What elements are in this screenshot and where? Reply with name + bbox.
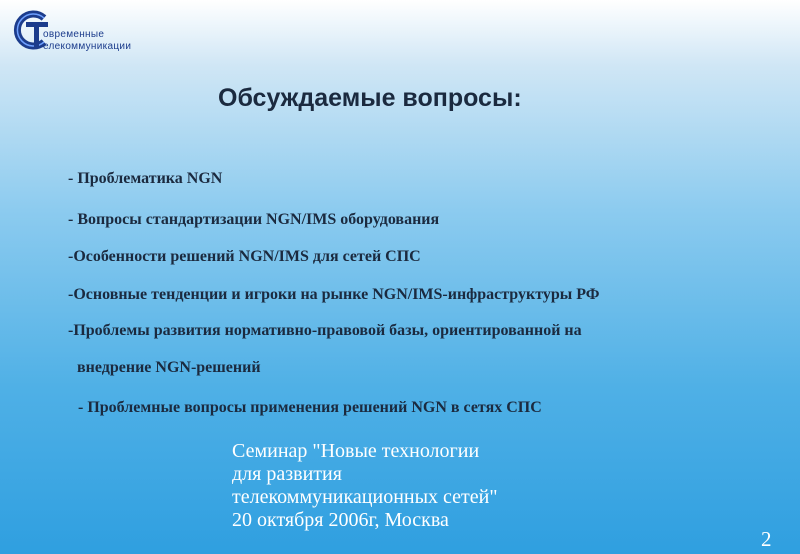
agenda-item-application-issues: - Проблемные вопросы применения решений NGN в сетях СПС [78,399,542,416]
agenda-item-mobile-solutions: -Особенности решений NGN/IMS для сетей СПС [68,248,421,265]
footer-line: 20 октября 2006г, Москва [232,509,449,531]
slide-title: Обсуждаемые вопросы: [218,84,522,112]
agenda-item-ngn-issues: - Проблематика NGN [68,170,223,187]
agenda-item-market-trends: -Основные тенденции и игроки на рынке NGN/IMS-инфраструктуры РФ [68,286,600,303]
company-logo [10,8,160,56]
footer-line: телекоммуникационных сетей" [232,486,498,508]
agenda-item-standardization: - Вопросы стандартизации NGN/IMS оборудования [68,211,440,228]
page-number: 2 [761,527,772,551]
footer-line: для развития [232,463,342,485]
agenda-item-regulatory-problems: -Проблемы развития нормативно-правовой базы, ориентированной на [68,322,582,339]
logo-text-line2: елекоммуникации [43,41,132,52]
logo-text-line1: овременные [43,29,105,40]
footer-line: Семинар "Новые технологии [232,440,480,462]
agenda-item-regulatory-continuation: внедрение NGN-решений [77,359,261,376]
seminar-footer [232,440,572,532]
